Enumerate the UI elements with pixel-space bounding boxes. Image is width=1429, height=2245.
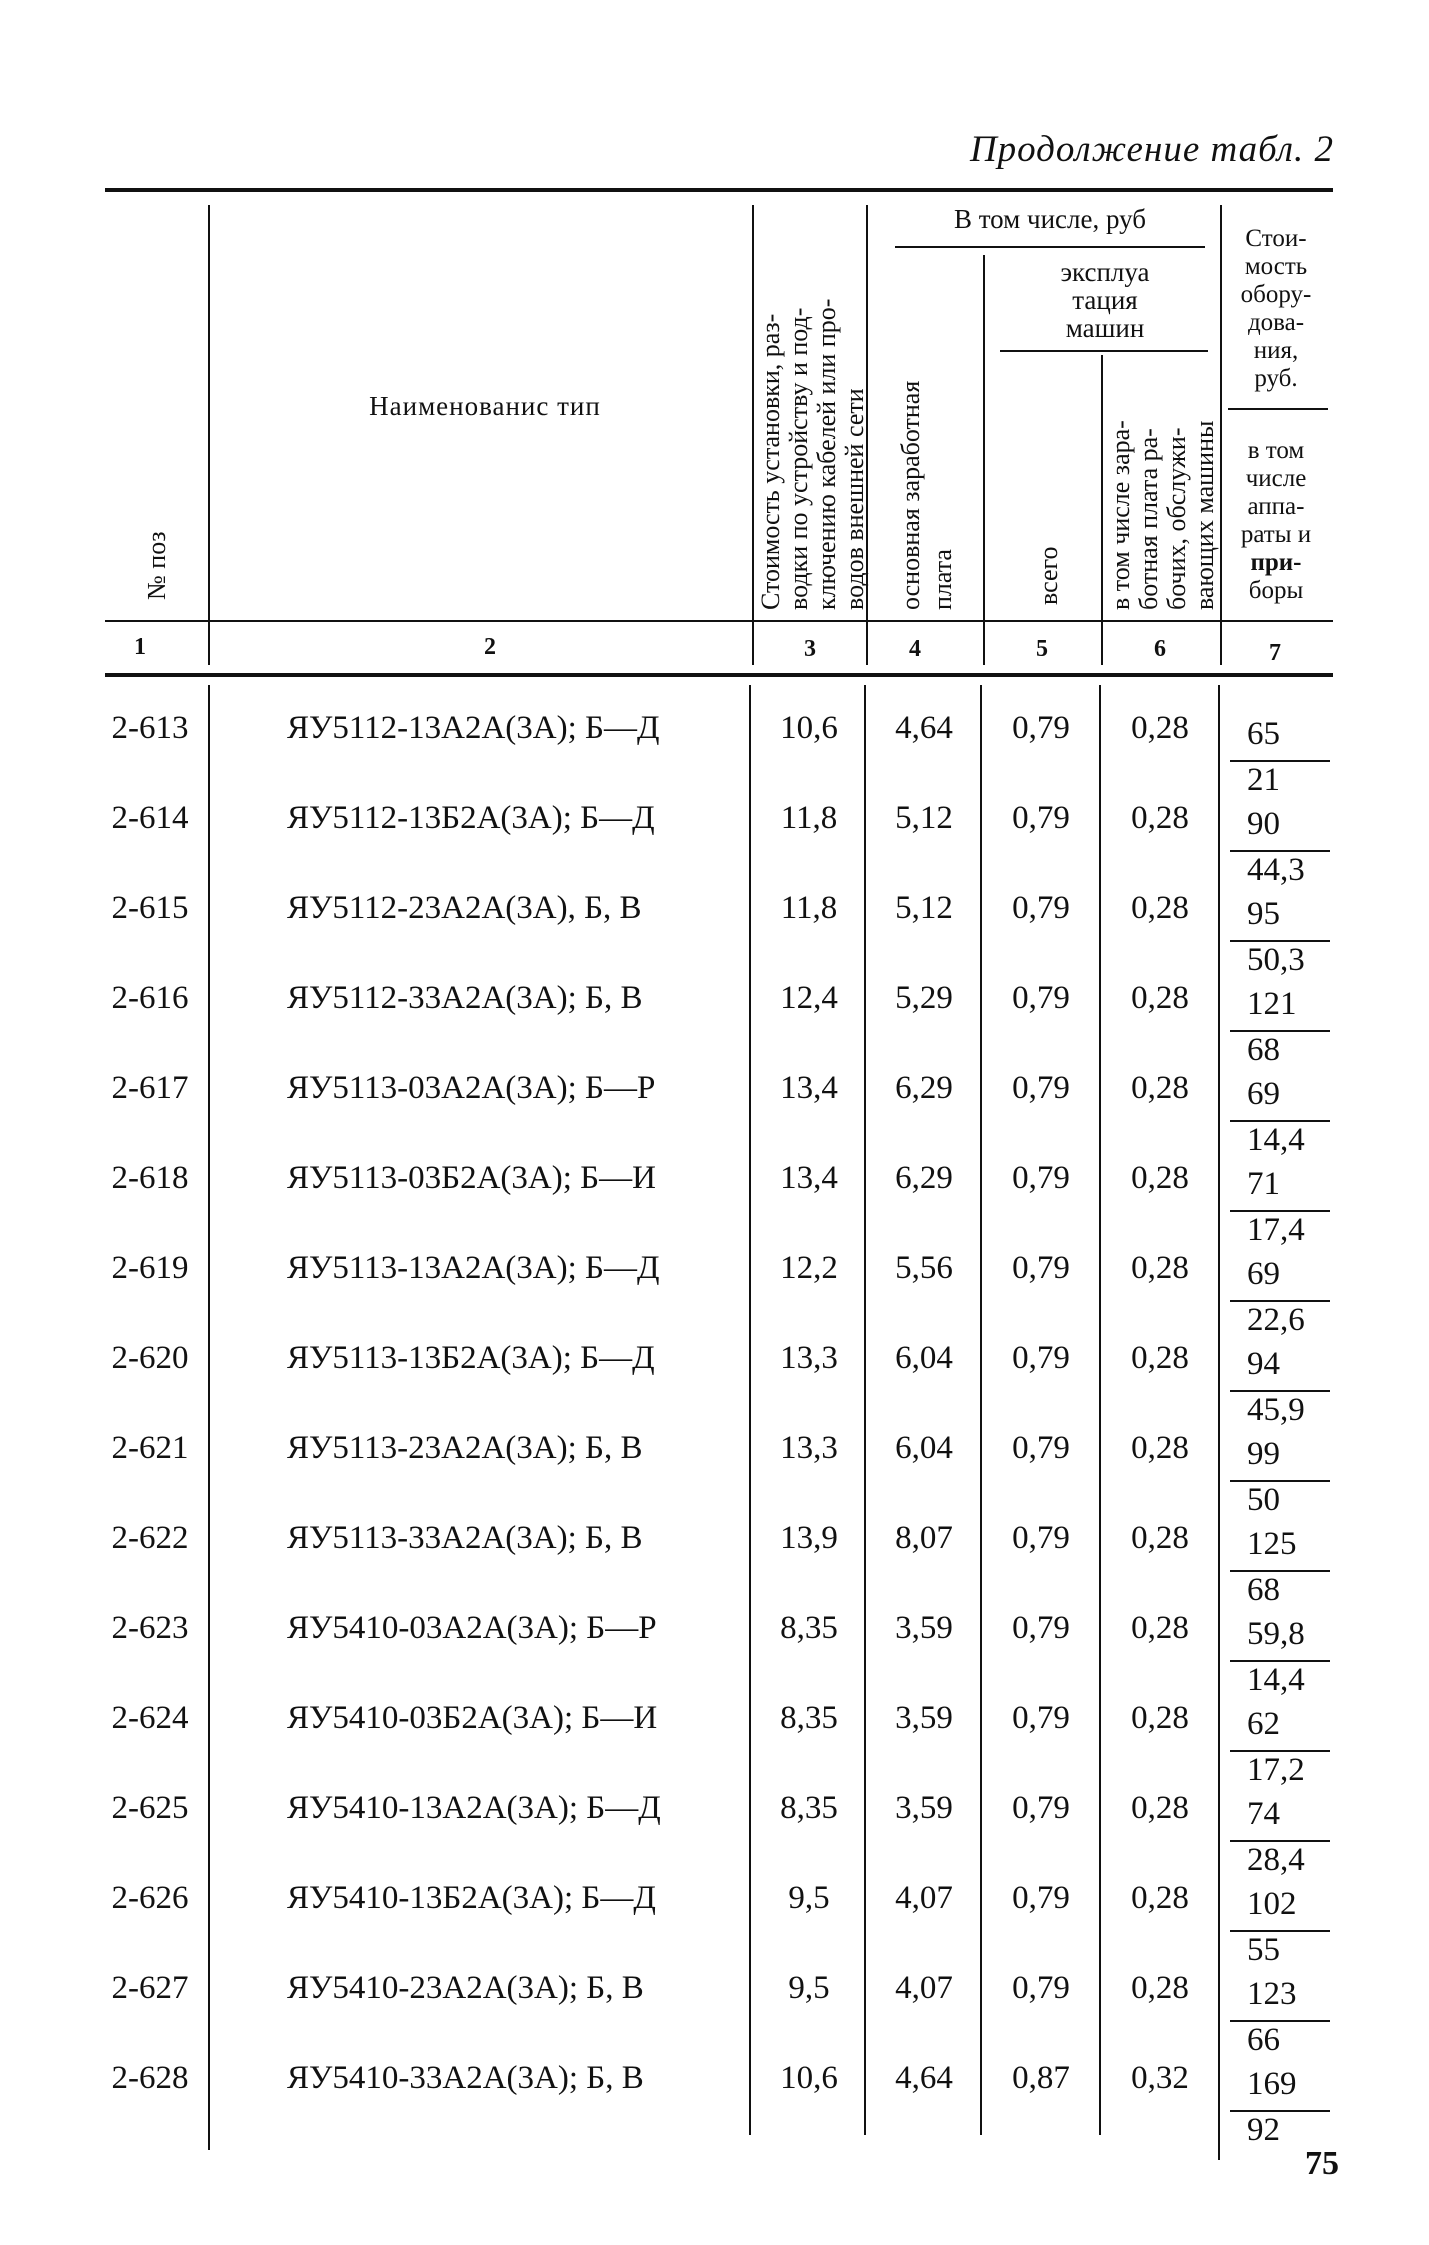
row-install-cost: 11,8	[780, 800, 838, 836]
row-equip-divider	[1230, 1570, 1330, 1572]
row-exploit-total: 0,79	[1012, 1970, 1070, 2006]
row-wage: 5,56	[895, 1250, 953, 1286]
header-exploit-2: тация	[1072, 285, 1138, 315]
row-pos: 2-617	[111, 1070, 189, 1106]
col-number-3: 3	[804, 636, 816, 662]
row-name: ЯУ5112-33А2А(3А); Б, В	[287, 980, 643, 1016]
header-wage-2: плата	[928, 549, 957, 610]
row-exploit-wage: 0,28	[1131, 1430, 1189, 1466]
row-equip-devices: 92	[1247, 2112, 1280, 2148]
row-wage: 3,59	[895, 1610, 953, 1646]
body-v-line-2	[749, 685, 751, 2135]
row-equip-cost: 59,8	[1247, 1616, 1305, 1652]
row-equip-devices: 50,3	[1247, 942, 1305, 978]
row-wage: 8,07	[895, 1520, 953, 1556]
row-install-cost: 9,5	[788, 1880, 830, 1916]
row-equip-devices: 45,9	[1247, 1392, 1305, 1428]
col-number-4: 4	[909, 636, 921, 662]
row-equip-devices: 55	[1247, 1932, 1280, 1968]
row-equip-cost: 102	[1247, 1886, 1297, 1922]
table-caption: Продолжение табл. 2	[969, 129, 1334, 170]
row-exploit-total: 0,79	[1012, 1700, 1070, 1736]
row-install-cost: 13,3	[780, 1340, 838, 1376]
body-v-line-1	[208, 685, 210, 2150]
row-exploit-total: 0,79	[1012, 710, 1070, 746]
row-exploit-wage: 0,28	[1131, 1610, 1189, 1646]
row-equip-cost: 123	[1247, 1976, 1297, 2012]
row-equip-devices: 50	[1247, 1482, 1280, 1518]
row-equip-cost: 99	[1247, 1436, 1280, 1472]
row-equip-divider	[1230, 2020, 1330, 2022]
row-wage: 6,29	[895, 1160, 953, 1196]
row-equip-devices: 17,4	[1247, 1212, 1305, 1248]
header-install-cost-4: водов внешней сети	[840, 388, 869, 610]
body-v-line-4	[980, 685, 982, 2135]
row-pos: 2-623	[111, 1610, 189, 1646]
row-install-cost: 13,3	[780, 1430, 838, 1466]
row-equip-cost: 90	[1247, 806, 1280, 842]
header-incl-wage-2: ботная плата ра-	[1134, 428, 1163, 610]
row-equip-divider	[1230, 1930, 1330, 1932]
row-pos: 2-619	[111, 1250, 189, 1286]
row-exploit-wage: 0,28	[1131, 1250, 1189, 1286]
row-equip-cost: 95	[1247, 896, 1280, 932]
row-name: ЯУ5113-13Б2А(3А); Б—Д	[287, 1340, 655, 1376]
row-exploit-total: 0,79	[1012, 1520, 1070, 1556]
row-exploit-wage: 0,28	[1131, 710, 1189, 746]
row-wage: 5,12	[895, 800, 953, 836]
row-exploit-wage: 0,28	[1131, 1340, 1189, 1376]
row-equip-cost: 71	[1247, 1166, 1280, 1202]
row-exploit-total: 0,79	[1012, 980, 1070, 1016]
row-pos: 2-627	[111, 1970, 189, 2006]
row-exploit-wage: 0,28	[1131, 1070, 1189, 1106]
header-install-cost-1: Стоимость установки, раз-	[756, 313, 785, 610]
row-equip-cost: 169	[1247, 2066, 1297, 2102]
row-equip-cost: 94	[1247, 1346, 1280, 1382]
row-equip-cost: 74	[1247, 1796, 1280, 1832]
row-exploit-total: 0,79	[1012, 1340, 1070, 1376]
header-h-equip	[1228, 408, 1328, 410]
header-v-line-4	[983, 255, 985, 665]
row-name: ЯУ5112-23А2А(3А), Б, В	[287, 890, 642, 926]
row-equip-devices: 68	[1247, 1032, 1280, 1068]
row-equip-devices: 21	[1247, 762, 1280, 798]
header-incl-wage-3: бочих, обслужи-	[1162, 427, 1191, 610]
row-name: ЯУ5410-13А2А(3А); Б—Д	[287, 1790, 661, 1826]
header-exploit-1: эксплуа	[1060, 257, 1150, 287]
row-equip-devices: 14,4	[1247, 1122, 1305, 1158]
row-install-cost: 11,8	[780, 890, 838, 926]
row-equip-divider	[1230, 1480, 1330, 1482]
row-wage: 3,59	[895, 1700, 953, 1736]
header-h-bottom-thick	[105, 673, 1333, 677]
row-wage: 4,07	[895, 1970, 953, 2006]
row-exploit-total: 0,79	[1012, 890, 1070, 926]
header-name: Наименованис тип	[369, 391, 601, 421]
row-exploit-wage: 0,28	[1131, 1520, 1189, 1556]
row-install-cost: 12,2	[780, 1250, 838, 1286]
row-pos: 2-625	[111, 1790, 189, 1826]
row-name: ЯУ5410-03А2А(3А); Б—Р	[287, 1610, 657, 1646]
row-exploit-total: 0,79	[1012, 1880, 1070, 1916]
row-wage: 6,29	[895, 1070, 953, 1106]
row-wage: 4,64	[895, 2060, 953, 2096]
row-name: ЯУ5113-33А2А(3А); Б, В	[287, 1520, 643, 1556]
row-wage: 6,04	[895, 1430, 953, 1466]
row-pos: 2-626	[111, 1880, 189, 1916]
row-exploit-total: 0,79	[1012, 800, 1070, 836]
row-equip-cost: 69	[1247, 1076, 1280, 1112]
row-exploit-wage: 0,28	[1131, 1880, 1189, 1916]
row-equip-devices: 68	[1247, 1572, 1280, 1608]
row-exploit-wage: 0,28	[1131, 1700, 1189, 1736]
row-equip-divider	[1230, 2110, 1330, 2112]
row-equip-divider	[1230, 760, 1330, 762]
row-install-cost: 10,6	[780, 710, 838, 746]
row-pos: 2-622	[111, 1520, 189, 1556]
row-equip-cost: 65	[1247, 716, 1280, 752]
row-name: ЯУ5410-33А2А(3А); Б, В	[287, 2060, 644, 2096]
header-equip-cost: Стои- мость обору- дова- ния, руб.	[1240, 225, 1312, 392]
row-equip-cost: 62	[1247, 1706, 1280, 1742]
header-incl-devices: в том числе аппа- раты и при- боры	[1240, 437, 1312, 604]
row-install-cost: 12,4	[780, 980, 838, 1016]
col-number-2: 2	[484, 634, 496, 660]
row-name: ЯУ5113-03Б2А(3А); Б—И	[287, 1160, 656, 1196]
row-wage: 3,59	[895, 1790, 953, 1826]
body-v-line-3	[864, 685, 866, 2135]
row-install-cost: 8,35	[780, 1790, 838, 1826]
header-incl-wage-4: вающих машины	[1190, 420, 1219, 610]
row-equip-devices: 17,2	[1247, 1752, 1305, 1788]
col-number-7: 7	[1269, 640, 1281, 666]
row-exploit-total: 0,79	[1012, 1430, 1070, 1466]
header-install-cost-3: ключению кабелей или про-	[812, 298, 841, 610]
row-install-cost: 13,4	[780, 1160, 838, 1196]
header-total: всего	[1034, 546, 1063, 605]
header-h-exploit	[1000, 350, 1208, 352]
row-name: ЯУ5113-23А2А(3А); Б, В	[287, 1430, 643, 1466]
body-v-line-5	[1099, 685, 1101, 2135]
row-equip-devices: 44,3	[1247, 852, 1305, 888]
page-number: 75	[1305, 2145, 1339, 2182]
row-name: ЯУ5112-13Б2А(3А); Б—Д	[287, 800, 655, 836]
header-pos: № поз	[142, 531, 171, 600]
row-equip-cost: 69	[1247, 1256, 1280, 1292]
col-number-5: 5	[1036, 636, 1048, 662]
row-equip-cost: 121	[1247, 986, 1297, 1022]
row-pos: 2-618	[111, 1160, 189, 1196]
row-equip-devices: 28,4	[1247, 1842, 1305, 1878]
row-exploit-total: 0,79	[1012, 1250, 1070, 1286]
header-v-line-6	[1220, 205, 1222, 665]
row-name: ЯУ5410-13Б2А(3А); Б—Д	[287, 1880, 656, 1916]
header-v-line-2	[752, 205, 754, 665]
row-install-cost: 13,9	[780, 1520, 838, 1556]
row-name: ЯУ5112-13А2А(3А); Б—Д	[287, 710, 660, 746]
col-number-1: 1	[134, 634, 146, 660]
row-exploit-wage: 0,28	[1131, 1790, 1189, 1826]
row-exploit-wage: 0,28	[1131, 1160, 1189, 1196]
row-exploit-total: 0,87	[1012, 2060, 1070, 2096]
row-exploit-total: 0,79	[1012, 1160, 1070, 1196]
row-equip-devices: 66	[1247, 2022, 1280, 2058]
row-exploit-wage: 0,28	[1131, 1970, 1189, 2006]
row-name: ЯУ5113-13А2А(3А); Б—Д	[287, 1250, 660, 1286]
header-h-incl	[895, 246, 1205, 248]
row-name: ЯУ5410-23А2А(3А); Б, В	[287, 1970, 644, 2006]
header-v-line-5	[1101, 355, 1103, 665]
header-exploit-3: машин	[1065, 313, 1145, 343]
header-wage-1: основная заработная	[896, 380, 925, 610]
header-install-cost-2: водки по устройству и под-	[784, 307, 813, 610]
row-exploit-wage: 0,32	[1131, 2060, 1189, 2096]
row-pos: 2-620	[111, 1340, 189, 1376]
row-exploit-total: 0,79	[1012, 1790, 1070, 1826]
row-install-cost: 10,6	[780, 2060, 838, 2096]
row-equip-cost: 125	[1247, 1526, 1297, 1562]
row-exploit-total: 0,79	[1012, 1070, 1070, 1106]
row-wage: 5,12	[895, 890, 953, 926]
row-exploit-total: 0,79	[1012, 1610, 1070, 1646]
header-incl: В том числе, руб	[953, 204, 1147, 234]
row-pos: 2-628	[111, 2060, 189, 2096]
row-pos: 2-614	[111, 800, 189, 836]
row-equip-divider	[1230, 1030, 1330, 1032]
header-incl-wage-1: в том числе зара-	[1106, 420, 1135, 610]
row-exploit-wage: 0,28	[1131, 890, 1189, 926]
row-equip-devices: 22,6	[1247, 1302, 1305, 1338]
row-exploit-wage: 0,28	[1131, 980, 1189, 1016]
row-name: ЯУ5410-03Б2А(3А); Б—И	[287, 1700, 658, 1736]
table-top-rule	[105, 188, 1333, 192]
header-v-line-1	[208, 205, 210, 665]
row-wage: 4,64	[895, 710, 953, 746]
row-pos: 2-621	[111, 1430, 189, 1466]
row-install-cost: 13,4	[780, 1070, 838, 1106]
row-install-cost: 8,35	[780, 1700, 838, 1736]
row-wage: 4,07	[895, 1880, 953, 1916]
body-v-line-6	[1218, 685, 1220, 2160]
row-pos: 2-615	[111, 890, 189, 926]
header-h-bottom	[105, 620, 1333, 622]
row-pos: 2-613	[111, 710, 189, 746]
col-number-6: 6	[1154, 636, 1166, 662]
row-pos: 2-616	[111, 980, 189, 1016]
row-install-cost: 8,35	[780, 1610, 838, 1646]
row-pos: 2-624	[111, 1700, 189, 1736]
row-exploit-wage: 0,28	[1131, 800, 1189, 836]
row-wage: 6,04	[895, 1340, 953, 1376]
row-wage: 5,29	[895, 980, 953, 1016]
row-name: ЯУ5113-03А2А(3А); Б—Р	[287, 1070, 656, 1106]
row-equip-devices: 14,4	[1247, 1662, 1305, 1698]
row-install-cost: 9,5	[788, 1970, 830, 2006]
